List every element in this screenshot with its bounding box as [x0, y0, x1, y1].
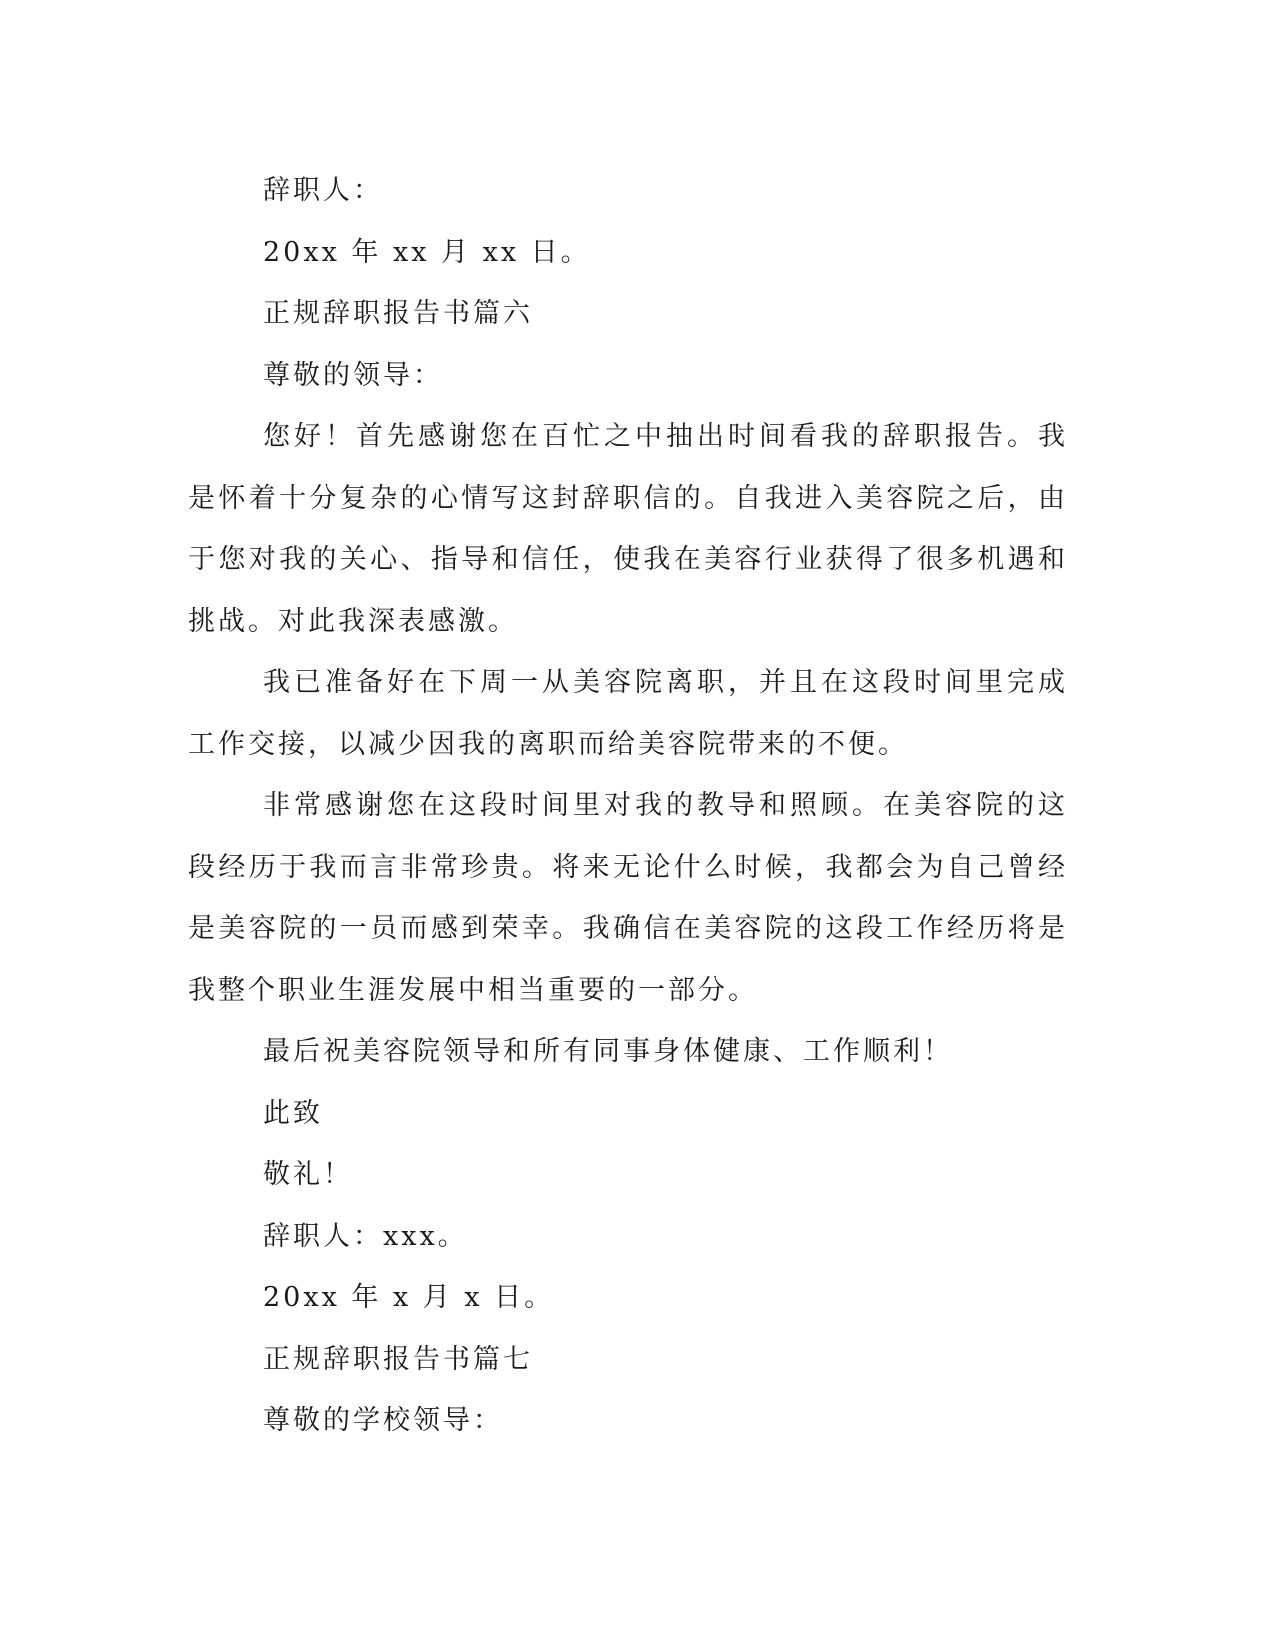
document-body	[188, 160, 1068, 1452]
signer-name: 辞职人：xxx。	[263, 1220, 468, 1252]
body-paragraph-3: 非常感谢您在这段时间里对我的教导和照顾。在美容院的这段经历于我而言非常珍贵。将来无论什么时候，我都会为自己曾经是美容院的一员而感到荣幸。我确信在美容院的这段工作经历将是我整个职业生涯发展中相当重要的一部分。	[188, 790, 1068, 1006]
signature-date: 20xx 年 x 月 x 日。	[263, 1282, 555, 1313]
body-paragraph-2: 我已准备好在下周一从美容院离职，并且在这段时间里完成工作交接，以减少因我的离职而给美容院带来的不便。	[188, 667, 1068, 760]
body-paragraph-1: 您好！首先感谢您在百忙之中抽出时间看我的辞职报告。我是怀着十分复杂的心情写这封辞职信的。自我进入美容院之后，由于您对我的关心、指导和信任，使我在美容行业获得了很多机遇和挑战。对此我深表感激。	[188, 421, 1068, 637]
date-line: 20xx 年 xx 月 xx 日。	[263, 236, 591, 268]
salutation: 尊敬的领导：	[263, 359, 443, 391]
salutation-school: 尊敬的学校领导：	[263, 1405, 503, 1436]
section-heading-6: 正规辞职报告书篇六	[263, 298, 533, 329]
section-heading-7: 正规辞职报告书篇七	[263, 1343, 533, 1375]
closing-jingli: 敬礼！	[263, 1159, 353, 1190]
signer-label: 辞职人：	[263, 175, 383, 206]
closing-wish: 最后祝美容院领导和所有同事身体健康、工作顺利！	[263, 1036, 953, 1067]
closing-cizhi: 此致	[263, 1097, 323, 1129]
